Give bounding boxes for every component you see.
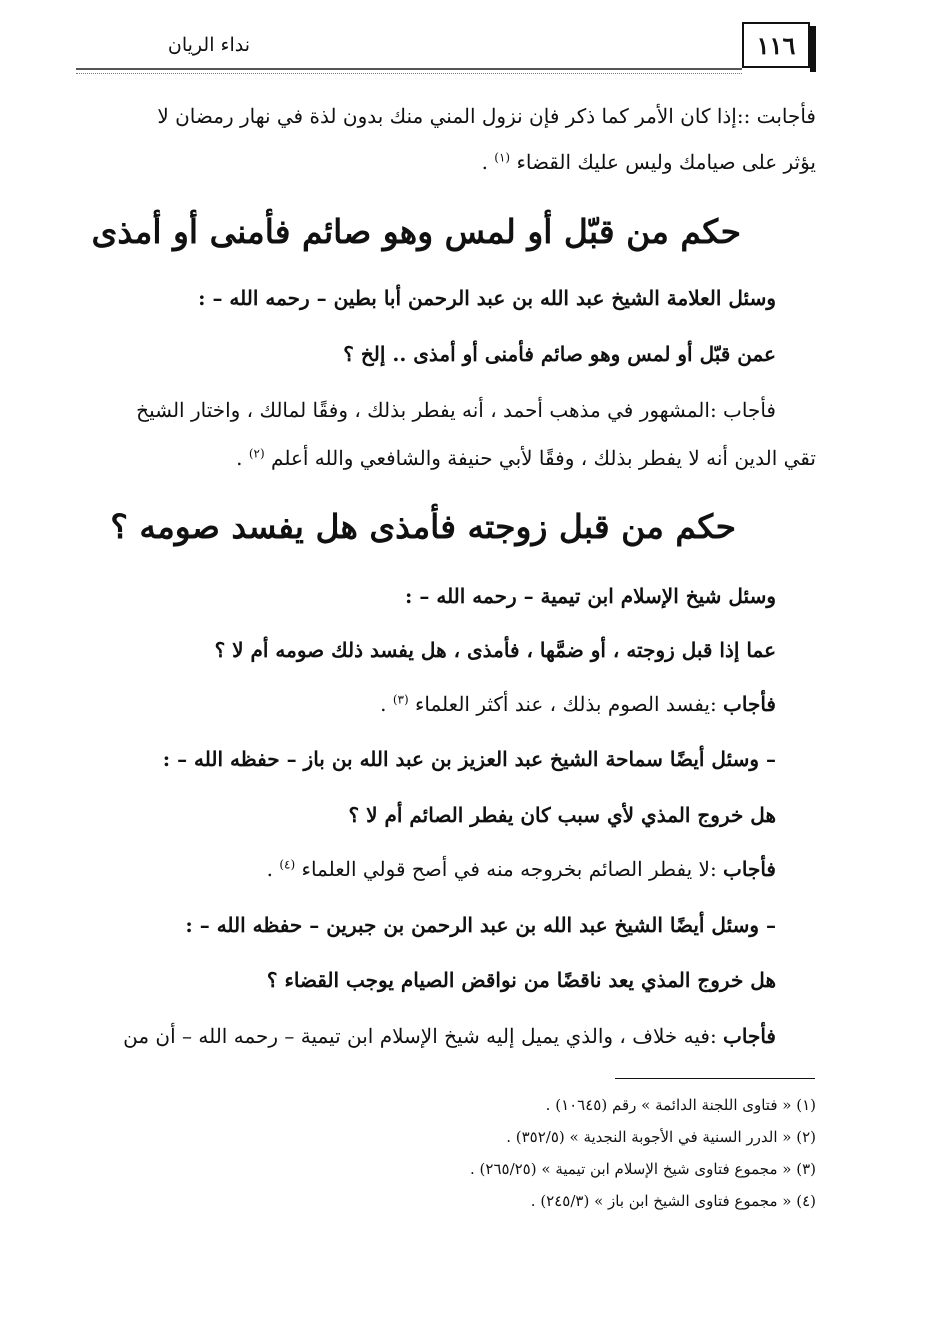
answer-line: فأجاب :يفسد الصوم بذلك ، عند أكثر العلماء $^{(٣)}$ . <box>380 692 776 716</box>
answer-line <box>136 396 776 424</box>
answer-line <box>123 1022 776 1050</box>
footnote-ref: (٣) <box>392 692 409 707</box>
answer-text: :فيه خلاف ، والذي يميل إليه شيخ الإسلام ابن تيمية – رحمه الله – أن من <box>123 1024 717 1048</box>
answer-lead: فأجاب <box>723 857 776 881</box>
footnote: (١) « فتاوى اللجنة الدائمة » رقم (١٠٦٤٥) . <box>545 1096 816 1114</box>
answer-text: تقي الدين أنه لا يفطر بذلك ، وفقًا لأبي حنيفة والشافعي والله أعلم <box>271 446 816 470</box>
answer-text: :يفسد الصوم بذلك ، عند أكثر العلماء <box>415 692 717 716</box>
question-text: هل خروج المذي يعد ناقضًا من نواقض الصيام يوجب القضاء ؟ <box>266 968 776 992</box>
footnote-ref: (١) <box>494 150 511 165</box>
footnote-rule <box>615 1078 815 1079</box>
section-heading: حكم من قبل زوجته فأمذى هل يفسد صومه ؟ <box>110 507 736 546</box>
question-intro: – وسئل أيضًا الشيخ عبد الله بن عبد الرحمن بن جبرين – حفظه الله – : <box>185 913 776 937</box>
question-intro: وسئل العلامة الشيخ عبد الله بن عبد الرحمن أبا بطين – رحمه الله – : <box>198 286 776 310</box>
section-heading: حكم من قبّل أو لمس وهو صائم فأمنى أو أمذى <box>91 212 741 251</box>
question-text: عما إذا قبل زوجته ، أو ضمَّها ، فأمذى ، هل يفسد ذلك صومه أم لا ؟ <box>214 638 776 662</box>
footnote-ref: (٤) <box>279 857 296 872</box>
footnote: (٢) « الدرر السنية في الأجوبة النجدية » (٣٥٢/٥) . <box>506 1128 816 1146</box>
question-intro: – وسئل أيضًا سماحة الشيخ عبد العزيز بن عبد الله بن باز – حفظه الله – : <box>162 747 776 771</box>
paragraph-text: فأجابت ::إذا كان الأمر كما ذكر فإن نزول المني منك بدون لذة في نهار رمضان لا <box>157 104 816 128</box>
question-text: هل خروج المذي لأي سبب كان يفطر الصائم أم لا ؟ <box>348 803 776 827</box>
question-intro: وسئل شيخ الإسلام ابن تيمية – رحمه الله – : <box>405 584 776 608</box>
answer-lead: فأجاب <box>723 692 776 716</box>
header-rule <box>76 68 742 74</box>
page-number: ١١٦ <box>742 22 810 68</box>
footnote-ref: (٢) <box>248 446 265 461</box>
answer-text: :لا يفطر الصائم بخروجه منه في أصح قولي العلماء <box>301 857 717 881</box>
answer-line: تقي الدين أنه لا يفطر بذلك ، وفقًا لأبي حنيفة والشافعي والله أعلم $^{(٢)}$ . <box>236 446 816 470</box>
running-title: نداء الريان <box>167 34 250 56</box>
answer-text: فأجاب :المشهور في مذهب أحمد ، أنه يفطر بذلك ، وفقًا لمالك ، واختار الشيخ <box>136 398 776 422</box>
paragraph-text: يؤثر على صيامك وليس عليك القضاء <box>516 150 816 174</box>
footnote: (٣) « مجموع فتاوى شيخ الإسلام ابن تيمية » (٢٦٥/٢٥) . <box>470 1160 816 1178</box>
answer-lead: فأجاب <box>723 1024 776 1048</box>
question-text: عمن قبّل أو لمس وهو صائم فأمنى أو أمذى .. إلخ ؟ <box>343 342 776 366</box>
paragraph-line <box>157 102 816 130</box>
paragraph-line: يؤثر على صيامك وليس عليك القضاء $^{(١)}$ . <box>481 150 816 174</box>
answer-line: فأجاب :لا يفطر الصائم بخروجه منه في أصح قولي العلماء $^{(٤)}$ . <box>266 857 776 881</box>
page-number-box-shadow <box>810 26 816 72</box>
footnote: (٤) « مجموع فتاوى الشيخ ابن باز » (٢٤٥/٣) . <box>530 1192 816 1210</box>
